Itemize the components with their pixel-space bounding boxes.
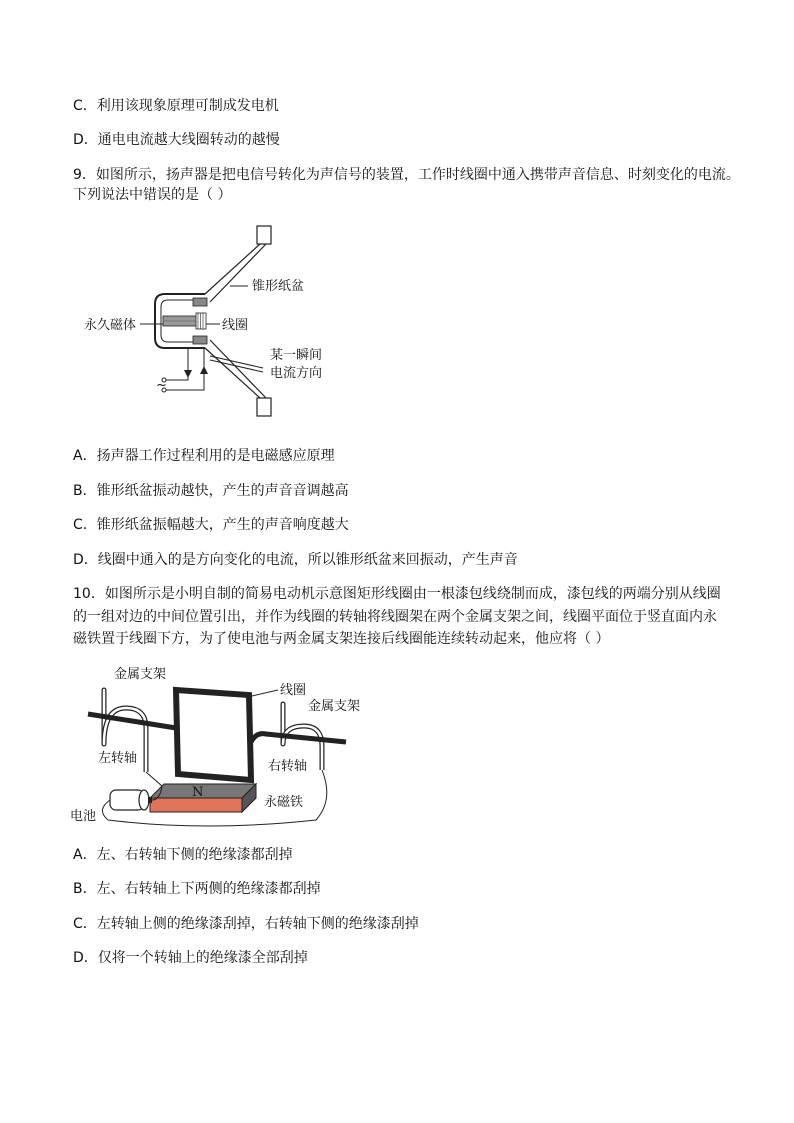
permanent-magnet-block	[150, 798, 242, 812]
q8-option-c: C．利用该现象原理可制成发电机	[73, 98, 279, 114]
q10-option-d: D．仅将一个转轴上的绝缘漆全部刮掉	[73, 950, 308, 966]
q9-option-a: A．扬声器工作过程利用的是电磁感应原理	[73, 448, 335, 464]
q10-stem-line-2: 的一组对边的中间位置引出，并作为线圈的转轴将线圈架在两个金属支架之间，线圈平面位于竖直面内永	[73, 609, 717, 625]
label-current-2: 电流方向	[270, 366, 323, 381]
label-magnet: 永久磁体	[84, 318, 137, 333]
label-magnet: 永磁铁	[264, 795, 304, 810]
speaker-figure	[80, 222, 360, 422]
left-axle	[88, 714, 176, 728]
q10-stem-line-1: 10．如图所示是小明自制的简易电动机示意图矩形线圈由一根漆包线绕制而成，漆包线的两端分别从线圈	[73, 586, 721, 602]
label-bracket-left: 金属支架	[114, 667, 167, 682]
current-arrow-up-icon	[200, 366, 208, 374]
q9-stem-line-1: 9．如图所示，扬声器是把电信号转化为声信号的装置，工作时线圈中通入携带声音信息、时刻变化的电流。	[73, 167, 740, 183]
label-current-1: 某一瞬间	[270, 348, 323, 363]
q9-option-d: D．线圈中通入的是方向变化的电流，所以锥形纸盆来回振动，产生声音	[73, 552, 518, 568]
label-pole: N	[192, 785, 204, 800]
label-battery: 电池	[70, 809, 97, 824]
q9-stem-line-2: 下列说法中错误的是（ ）	[73, 187, 232, 203]
label-cone: 锥形纸盆	[252, 279, 305, 294]
current-arrow-down-icon	[184, 370, 192, 378]
motor-figure	[66, 660, 386, 830]
q10-option-a: A．左、右转轴下侧的绝缘漆都刮掉	[73, 847, 293, 863]
label-left-axle: 左转轴	[98, 751, 138, 766]
q9-option-c: C．锥形纸盆振幅越大，产生的声音响度越大	[73, 517, 349, 533]
right-axle	[251, 734, 346, 742]
label-ac-icon: ~	[156, 378, 167, 393]
top-mount	[257, 226, 271, 244]
label-coil: 线圈	[222, 318, 249, 333]
q9-option-b: B．锥形纸盆振动越快，产生的声音音调越高	[73, 483, 349, 499]
bottom-mount	[257, 398, 271, 416]
q8-option-d: D．通电电流越大线圈转动的越慢	[73, 132, 280, 148]
q10-option-b: B．左、右转轴上下两侧的绝缘漆都刮掉	[73, 881, 321, 897]
coil-frame	[176, 690, 251, 780]
label-coil: 线圈	[280, 683, 307, 698]
coil	[196, 313, 206, 329]
q10-option-c: C．左转轴上侧的绝缘漆刮掉，右转轴下侧的绝缘漆刮掉	[73, 916, 419, 932]
q10-stem-line-3: 磁铁置于线圈下方，为了使电池与两金属支架连接后线圈能连续转动起来，他应将（ ）	[73, 631, 610, 647]
label-right-axle: 右转轴	[268, 759, 308, 774]
label-bracket-right: 金属支架	[308, 699, 361, 714]
